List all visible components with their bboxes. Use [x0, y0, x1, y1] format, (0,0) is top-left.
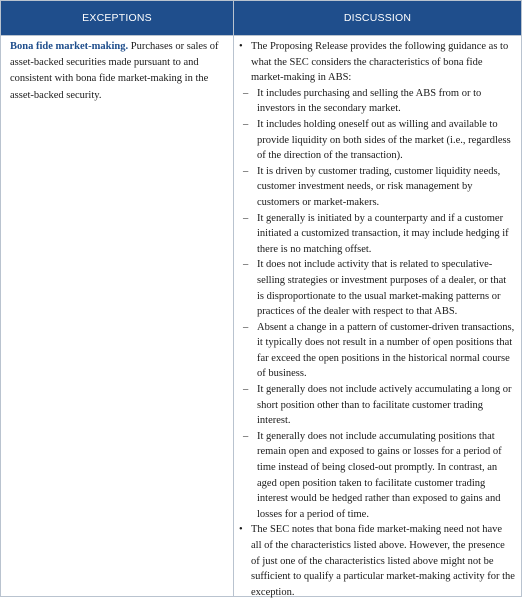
dash-marker: – [243, 259, 249, 271]
list-item [239, 257, 515, 319]
dash-marker: – [243, 165, 249, 177]
exception-description: Purchases or sales of asset-backed securities made pursuant to and consistent with bona fide market-making in the asset-backed security. [10, 41, 219, 101]
list-item-text: It is driven by customer trading, customer liquidity needs, customer investment needs, or risk management by customers or market-makers. [257, 165, 501, 208]
exceptions-column-header: EXCEPTIONS [82, 12, 152, 24]
list-item-text: It generally does not include actively accumulating a long or short position other than to facilitate customer trading interest. [257, 384, 512, 427]
list-item-text: It does not include activity that is related to speculative-selling strategies or investment purposes of a dealer, or that is disproportionate to the usual market-making patterns or practices of the dealer with respect to that ABS. [257, 259, 507, 318]
discussion-intro [239, 39, 515, 86]
list-item-text: It includes holding oneself out as willing and available to provide liquidity on both sides of the market (i.e., regardless of the direction of the transaction). [257, 118, 511, 162]
dash-marker: – [243, 212, 249, 224]
list-item-text: Absent a change in a pattern of customer-driven transactions, it typically does not result in a number of open positions that far exceed the open positions in the historical normal course of business. [257, 321, 515, 380]
column-divider [233, 1, 234, 596]
list-item [239, 211, 515, 258]
table-header [1, 1, 521, 35]
exception-cell [10, 39, 224, 104]
discussion-intro-text: The Proposing Release provides the following guidance as to what the SEC considers the characteristics of bona fide market-making in ABS: [251, 41, 509, 84]
exception-term: Bona fide market-making. [10, 41, 129, 52]
list-item-text: It includes purchasing and selling the ABS from or to investors in the secondary market. [257, 87, 482, 115]
dash-marker: – [243, 87, 249, 99]
discussion-cell [239, 39, 515, 600]
list-item [239, 429, 515, 523]
discussion-closing-text: The SEC notes that bona fide market-making need not have all of the characteristics listed above. However, the presence of just one of the characteristics listed above might not be sufficient to qualify a particular market-making activity for the exception. [251, 524, 515, 598]
list-item [239, 164, 515, 211]
list-item [239, 117, 515, 164]
bullet-marker: • [239, 41, 243, 52]
list-item-text: It generally does not include accumulating positions that remain open and exposed to gains or losses for a period of time instead of being closed-out promptly. In contrast, an aged open position taken to facilitate customer trading interest would be hedged rather than exposed to gains and losses for a period of time. [257, 430, 502, 520]
discussion-closing [239, 522, 515, 600]
list-item [239, 382, 515, 429]
list-item-text: It generally is initiated by a counterparty and if a customer initiated a customized transaction, it may include hedging if there is no matching offset. [257, 212, 509, 255]
bullet-marker: • [239, 524, 243, 536]
dash-marker: – [243, 430, 249, 442]
discussion-column-header: DISCUSSION [343, 12, 412, 24]
dash-marker: – [243, 321, 249, 333]
list-item [239, 320, 515, 382]
list-item [239, 86, 515, 117]
dash-marker: – [243, 118, 249, 130]
dash-marker: – [243, 384, 249, 396]
header-divider [1, 35, 521, 36]
